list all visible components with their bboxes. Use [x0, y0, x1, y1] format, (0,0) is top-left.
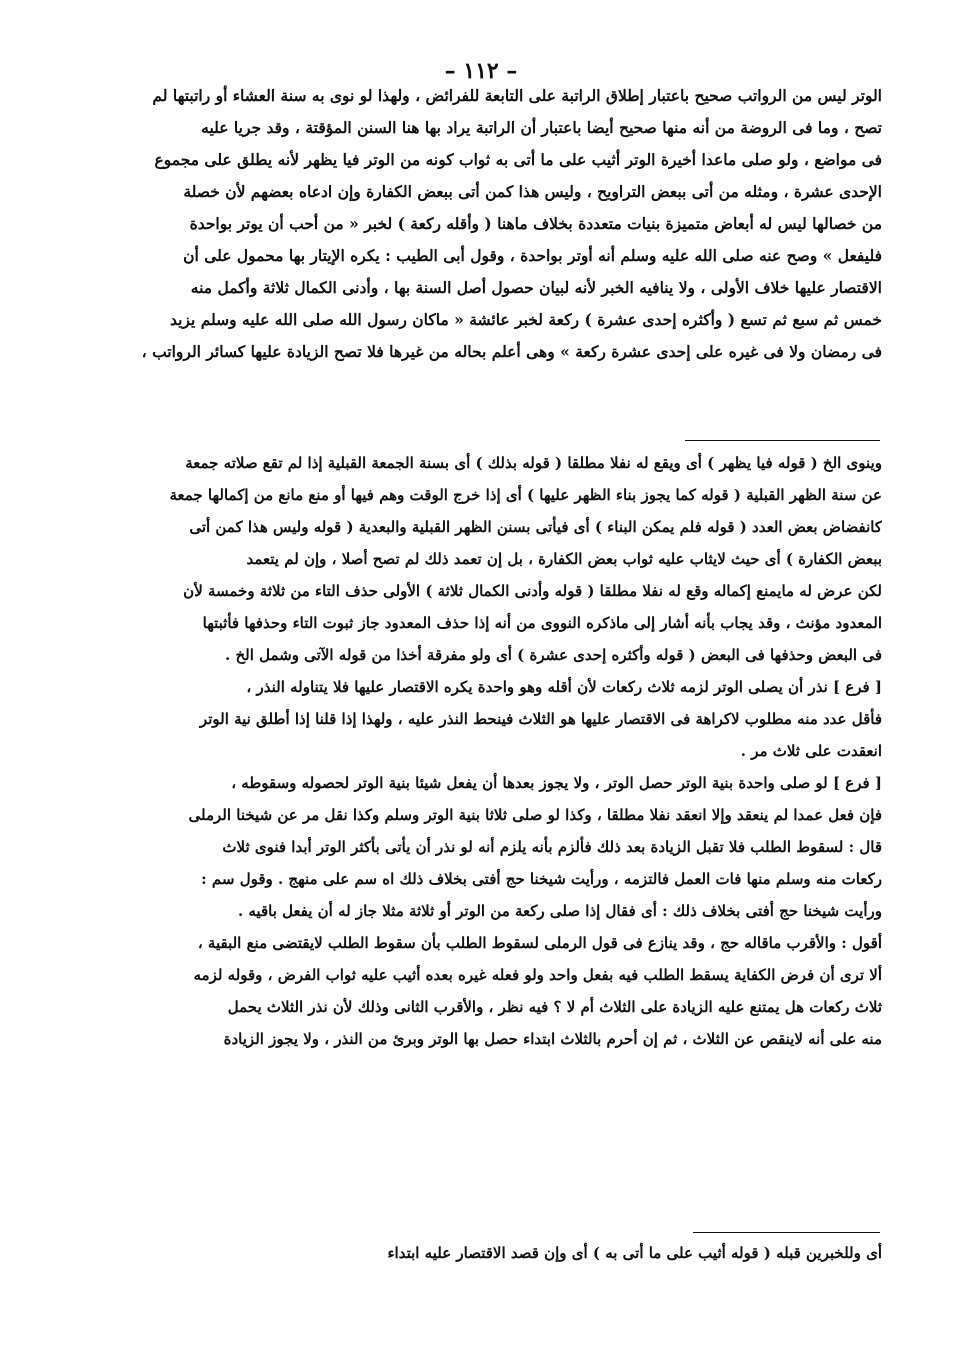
commentary-text: [70, 447, 882, 1055]
main-text-line: فليفعل » وصح عنه صلى الله عليه وسلم أنه أوتر بواحدة ، وقول أبى الطيب : يكره الإيتار بها محمول على أن: [183, 246, 882, 265]
main-text-line: من خصالها ليس له أبعاض متميزة بنيات متعددة بخلاف ماهنا ( وأقله ركعة ) لخبر « من أحب أن يوتر بواحدة: [189, 214, 882, 233]
page-number: – ١١٢ –: [444, 58, 518, 84]
main-text-line: تصح ، وما فى الروضة من أنه منها صحيح أيضا باعتبار أن الراتبة يراد بها هنا السنن المؤقتة ، وقد جريا عليه: [201, 118, 882, 137]
footnote-separator-rule: [693, 1232, 880, 1233]
commentary-line: ركعات منه وسلم منها فات العمل فالتزمه ، ورأيت شيخنا حج أفتى بخلاف ذلك اه سم على منهج . وقول سم :: [201, 870, 882, 888]
commentary-line: ثلاث ركعات هل يمتنع عليه الزيادة على الثلاث أم لا ؟ فيه نظر ، والأقرب الثانى وذلك لأن نذر الثلاث يحمل: [227, 998, 882, 1016]
commentary-line: ألا ترى أن فرض الكفاية يسقط الطلب فيه بفعل واحد ولو فعله غيره بعده أثيب عليه ثواب الفرض ، وقوله لزمه: [193, 966, 882, 984]
commentary-line: فإن فعل عمدا لم ينعقد وإلا انعقد نفلا مطلقا ، وكذا لو صلى ثلاثا بنية الوتر وسلم وكذا نقل مر عن شيخنا الرملى: [188, 806, 882, 824]
main-text-line: فى مواضع ، ولو صلى ماعدا أخيرة الوتر أثيب على ما أتى به ثواب كونه من الوتر فيا يظهر لأنه يطلق على مجموع: [154, 150, 882, 169]
commentary-line: لكن عرض له مايمنع إكماله وقع له نفلا مطلقا ( قوله وأدنى الكمال ثلاثة ) الأولى حذف التاء من ثلاثة وخمسة لأن: [183, 582, 882, 600]
commentary-line: انعقدت على ثلاث مر .: [740, 742, 882, 760]
main-text-line: الوتر ليس من الرواتب صحيح باعتبار إطلاق الراتبة على التابعة للفرائض ، ولهذا لو نوى به سنة العشاء أو راتبتها لم: [152, 86, 882, 105]
main-text-line: خمس ثم سبع ثم تسع ( وأكثره إحدى عشرة ) ركعة لخبر عائشة « ماكان رسول الله صلى الله عليه وسلم يزيد: [169, 310, 882, 329]
main-text-line: الإحدى عشرة ، ومثله من أتى ببعض التراويح ، وليس هذا كمن أتى ببعض الكفارة وإن ادعاه بعضهم لأن خصلة: [183, 182, 882, 201]
commentary-line: وينوى الخ ( قوله فيا يظهر ) أى ويقع له نفلا مطلقا ( قوله بذلك ) أى بسنة الجمعة القبلية إذا لم تقع صلاته جمعة: [185, 454, 882, 472]
commentary-line: ببعض الكفارة ) أى حيث لايثاب عليه ثواب بعض الكفارة ، بل إن تعمد ذلك لم تصح أصلا ، وإن لم يتعمد: [246, 550, 882, 568]
commentary-line: كانفضاض بعض العدد ( قوله فلم يمكن البناء ) أى فيأتى بسنن الظهر القبلية والبعدية ( قوله وليس هذا كمن أتى: [189, 518, 882, 536]
commentary-line: ورأيت شيخنا حج أفتى بخلاف ذلك : أى فقال إذا صلى ركعة من الوتر أو ثلاثة مثلا جاز له أن يفعل باقيه .: [237, 902, 882, 920]
commentary-line: منه على أنه لاينقص عن الثلاث ، ثم إن أحرم بالثلاث ابتداء حصل بها الوتر وبرئ من النذر ، ولا يجوز الزيادة: [223, 1030, 882, 1048]
commentary-line: فى البعض وحذفها فى البعض ( قوله وأكثره إحدى عشرة ) أى ولو مفرقة أخذا من قوله الآتى وشمل الخ .: [225, 646, 882, 664]
separator-rule: [685, 440, 880, 441]
commentary-line: المعدود مؤنث ، وقد يجاب بأنه أشار إلى ماذكره النووى من أنه إذا حذف المعدود جاز ثبوت التاء وحذفها فأثبتها: [202, 614, 882, 632]
commentary-line: فأقل عدد منه مطلوب لاكراهة فى الاقتصار عليها هو الثلاث فينحط النذر عليه ، ولهذا إذا قلنا إذا أطلق نية الوتر: [199, 710, 882, 728]
main-text: [70, 80, 882, 368]
commentary-line: عن سنة الظهر القبلية ( قوله كما يجوز بناء الظهر عليها ) أى إذا خرج الوقت وهم فيها أو منع مانع من إكمالها جمعة: [169, 486, 882, 504]
commentary-line: [ فرع ] نذر أن يصلى الوتر لزمه ثلاث ركعات لأن أقله وهو واحدة يكره الاقتصار عليها فلا يتناوله النذر ،: [246, 678, 882, 696]
footnote-text: [70, 1238, 882, 1268]
footnote-line: أى وللخبرين قبله ( قوله أثيب على ما أتى به ) أى وإن قصد الاقتصار عليه ابتداء: [387, 1244, 882, 1262]
main-text-line: فى رمضان ولا فى غيره على إحدى عشرة ركعة » وهى أعلم بحاله من غيرها فلا تصح الزيادة عليها كسائر الرواتب ،: [141, 342, 882, 361]
commentary-line: قال : لسقوط الطلب فلا تقبل الزيادة بعد ذلك فألزم بأنه يلزم أنه لو نذر أن يأتى بأكثر الوتر أبدا فنوى ثلاث: [222, 838, 882, 856]
commentary-line: [ فرع ] لو صلى واحدة بنية الوتر حصل الوتر ، ولا يجوز بعدها أن يفعل شيئا بنية الوتر لحصوله وسقوطه ،: [231, 774, 882, 792]
main-text-line: الاقتصار عليها خلاف الأولى ، ولا ينافيه الخبر لأنه لبيان حصول أصل السنة بها ، وأدنى الكمال ثلاثة وأكمل منه: [190, 278, 882, 297]
commentary-line: أقول : والأقرب ماقاله حج ، وقد ينازع فى قول الرملى لسقوط الطلب بأن سقوط الطلب لايقتضى منع البقية ،: [197, 934, 882, 952]
